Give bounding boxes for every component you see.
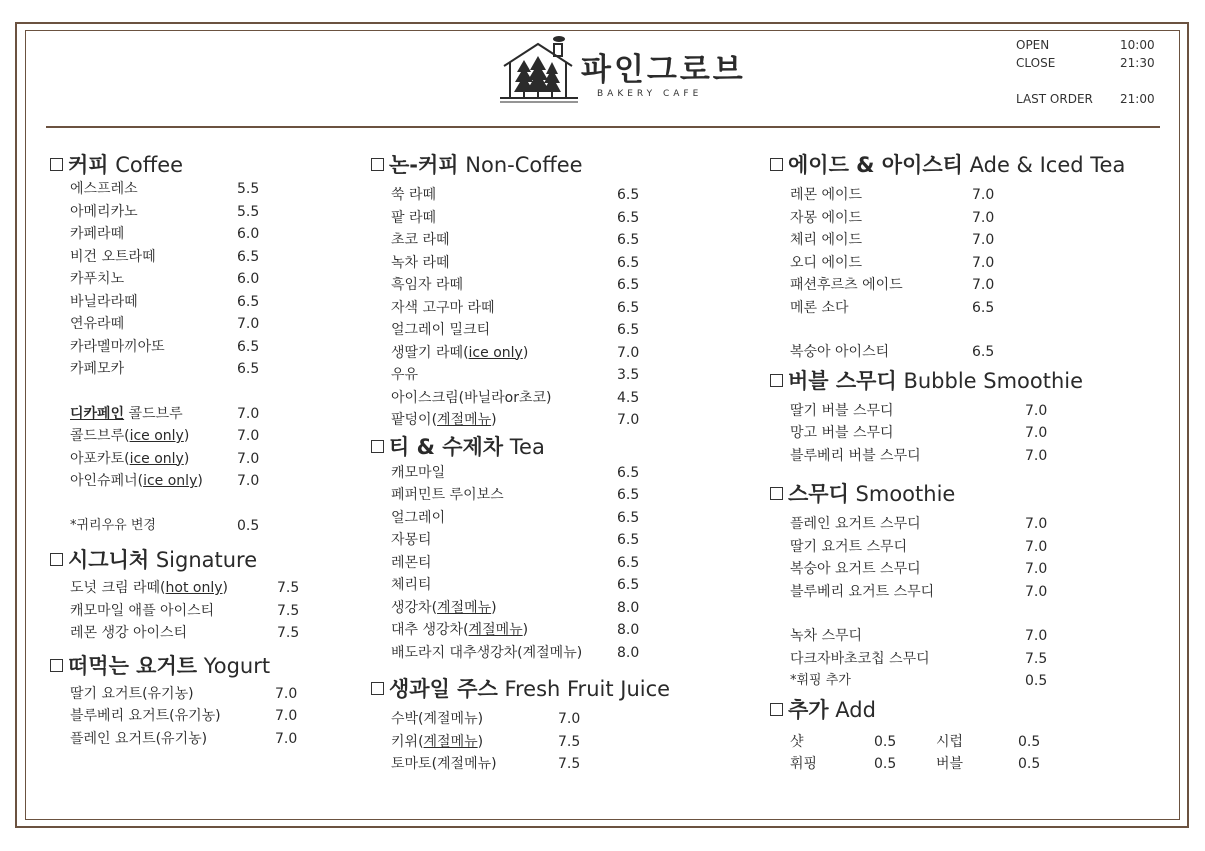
menu-item [391, 462, 731, 485]
item-price: 7.0 [275, 730, 298, 747]
yogurt-items [70, 683, 310, 751]
item-name: 카페모카 [70, 361, 125, 377]
menu-item [391, 529, 731, 552]
item-price: 6.5 [617, 554, 640, 571]
opening-hours [1016, 38, 1161, 110]
menu-item [70, 728, 310, 751]
menu-item: 도넛 크림 라떼(hot only) 7.5 [70, 577, 310, 600]
item-price: 7.5 [558, 733, 581, 750]
item-name: 메론 소다 [790, 299, 849, 316]
item-price: 7.0 [972, 277, 995, 293]
section-title-noncoffee [371, 150, 731, 180]
section-title-ko: 시그니처 [68, 548, 150, 572]
checkbox-square-icon [770, 374, 783, 387]
item-price: 7.0 [972, 209, 995, 226]
section-title-juice [371, 674, 731, 704]
menu-item [391, 507, 731, 530]
item-price: 7.0 [617, 412, 640, 428]
menu-item [790, 207, 1170, 230]
hours-value: 21:30 [1120, 56, 1155, 70]
section-title-en: Coffee [115, 153, 184, 177]
item-name: 녹차 라떼 [391, 254, 450, 271]
item-price: 7.0 [1025, 516, 1048, 532]
item-price: 6.0 [237, 226, 260, 242]
item-price: 6.5 [617, 299, 640, 316]
menu-item [391, 297, 731, 320]
add-row [790, 753, 1170, 776]
item-name: 얼그레이 밀크티 [391, 322, 491, 338]
item-price: 7.5 [277, 625, 300, 641]
hours-value: 10:00 [1120, 38, 1155, 52]
menu-item [70, 223, 310, 246]
item-name: 도넛 크림 라떼 [70, 580, 161, 596]
item-name: 키위 [391, 733, 419, 750]
item-name: 복숭아 아이스티 [790, 344, 890, 360]
item-price: 0.5 [874, 733, 897, 750]
item-price: 6.5 [237, 248, 260, 265]
item-price: 7.5 [277, 602, 300, 619]
item-price: 6.5 [617, 464, 640, 481]
item-price: 6.5 [237, 338, 260, 355]
item-name: 배도라지 대추생강차(계절메뉴) [391, 644, 583, 661]
section-title-ko: 스무디 [788, 482, 849, 506]
item-price: 7.0 [1025, 447, 1048, 464]
item-price: 6.5 [237, 293, 260, 310]
checkbox-square-icon [371, 682, 384, 695]
item-price: 5.5 [237, 181, 260, 197]
item-name: 오디 에이드 [790, 254, 863, 271]
section-title-add [770, 695, 1170, 725]
item-price: 7.0 [1025, 561, 1048, 577]
item-price: 7.0 [237, 316, 260, 332]
menu-item [391, 574, 731, 597]
item-name: 생딸기 라떼 [391, 344, 464, 361]
item-price: 0.5 [1025, 673, 1048, 689]
item-price: 6.5 [617, 254, 640, 271]
item-name: 시럽 [936, 733, 964, 750]
menu-item: 생딸기 라떼(ice only) 7.0 [391, 342, 731, 365]
menu-item: 아인슈페너(ice only) 7.0 [70, 470, 310, 493]
menu-item [391, 552, 731, 575]
item-note: ice only [129, 428, 184, 444]
item-name: 체리티 [391, 577, 432, 593]
item-name: 얼그레이 [391, 509, 446, 526]
section-title-ko: 커피 [68, 153, 109, 177]
item-note: ice only [143, 473, 198, 489]
menu-item: 대추 생강차(계절메뉴) 8.0 [391, 619, 731, 642]
menu-item [70, 403, 310, 426]
item-price: 7.0 [972, 232, 995, 248]
item-name: 아이스크림(바닐라or초코) [391, 389, 552, 406]
item-name: 블루베리 버블 스무디 [790, 447, 921, 464]
section-title-tea [371, 432, 731, 462]
item-price: 7.5 [1025, 650, 1048, 667]
item-price: 6.0 [237, 271, 260, 287]
section-title-ko: 떠먹는 요거트 [68, 653, 198, 678]
item-note: 계절메뉴 [423, 733, 478, 750]
menu-item [790, 252, 1170, 275]
item-name: 딸기 요거트(유기농) [70, 685, 194, 702]
item-name: 쑥 라떼 [391, 187, 437, 203]
brand-name: 파인그로브 [581, 52, 746, 88]
menu-item: 생강차(계절메뉴) 8.0 [391, 597, 731, 620]
item-name: 다크자바초코칩 스무디 [790, 650, 930, 667]
add-row [790, 731, 1170, 754]
section-title-en: Bubble Smoothie [903, 368, 1084, 393]
section-title-ko: 논-커피 [389, 153, 459, 177]
menu-item [790, 648, 1170, 671]
item-name: *귀리우유 변경 [70, 517, 156, 533]
menu-item [70, 705, 310, 728]
item-price: 4.5 [617, 389, 640, 406]
item-name: 블루베리 요거트(유기농) [70, 708, 221, 724]
menu-item [70, 268, 310, 291]
item-price: 7.0 [1025, 538, 1048, 555]
menu-item: 팥덩이(계절메뉴) 7.0 [391, 409, 731, 432]
menu-item [790, 341, 1170, 364]
menu-item [790, 625, 1170, 648]
item-name: 팥 라떼 [391, 209, 437, 226]
hours-label: CLOSE [1016, 56, 1056, 70]
menu-item [790, 445, 1170, 468]
menu-item [790, 536, 1170, 559]
menu-item [70, 246, 310, 269]
menu-item [391, 642, 731, 665]
item-price: 7.0 [1025, 628, 1048, 644]
section-title-ko: 에이드 & 아이스티 [788, 153, 963, 177]
item-price: 6.5 [617, 322, 640, 338]
item-price: 7.0 [237, 405, 260, 422]
add-items [790, 731, 1170, 776]
menu-column-3 [770, 150, 1170, 776]
item-name: 캐모마일 애플 아이스티 [70, 602, 215, 619]
item-price: 6.5 [237, 361, 260, 377]
menu-item [391, 229, 731, 252]
item-name: 페퍼민트 루이보스 [391, 487, 504, 503]
hours-row-open [1016, 38, 1161, 56]
item-name: 팥덩이 [391, 412, 432, 428]
menu-item [70, 313, 310, 336]
item-note: 계절메뉴 [437, 412, 492, 428]
item-note: 계절메뉴 [437, 599, 492, 616]
item-name: 카페라떼 [70, 226, 125, 242]
menu-item [391, 252, 731, 275]
item-name: 체리 에이드 [790, 232, 863, 248]
section-title-en: Signature [155, 548, 258, 572]
menu-item: 아포카토(ice only) 7.0 [70, 448, 310, 471]
menu-item [790, 297, 1170, 320]
item-name: 콜드브루 [124, 405, 183, 422]
item-price: 6.5 [617, 487, 640, 503]
section-title-en: Fresh Fruit Juice [504, 677, 671, 701]
hours-label: OPEN [1016, 38, 1050, 52]
hours-value: 21:00 [1120, 92, 1155, 106]
checkbox-square-icon [50, 158, 63, 171]
item-price: 3.5 [617, 367, 640, 383]
item-name: 초코 라떼 [391, 232, 450, 248]
item-price: 0.5 [1018, 756, 1041, 772]
menu-item [70, 178, 310, 201]
item-name: 에스프레소 [70, 181, 138, 197]
menu-item [391, 319, 731, 342]
section-title-ko: 추가 [788, 697, 829, 722]
item-name: 카푸치노 [70, 271, 125, 287]
item-name: 생강차 [391, 599, 432, 616]
menu-item [70, 358, 310, 381]
checkbox-square-icon [371, 440, 384, 453]
item-price: 6.5 [617, 277, 640, 293]
item-name: 망고 버블 스무디 [790, 425, 894, 441]
item-name: 자몽 에이드 [790, 209, 863, 226]
smoothie-items [790, 513, 1170, 693]
menu-item [391, 184, 731, 207]
item-price: 7.0 [237, 473, 260, 489]
menu-item-extra [790, 670, 1170, 693]
section-title-en: Tea [509, 434, 545, 459]
item-price: 7.0 [972, 187, 995, 203]
menu-item [70, 336, 310, 359]
menu-column-1 [50, 150, 310, 750]
menu-item [70, 291, 310, 314]
item-price: 7.5 [558, 756, 581, 772]
menu-item: 콜드브루(ice only) 7.0 [70, 425, 310, 448]
item-name: 아인슈페너 [70, 473, 138, 489]
menu-item [391, 364, 731, 387]
item-price: 6.5 [972, 344, 995, 360]
section-title-en: Add [835, 697, 876, 722]
menu-item [391, 387, 731, 410]
section-title-ko: 버블 스무디 [788, 368, 897, 393]
spacer [790, 319, 1170, 341]
item-price: 0.5 [874, 756, 897, 772]
item-name: 바닐라라떼 [70, 293, 138, 310]
menu-item [70, 683, 310, 706]
menu-item-extra [70, 515, 310, 538]
item-price: 7.0 [237, 450, 260, 467]
item-name: 복숭아 요거트 스무디 [790, 561, 921, 577]
item-price: 7.0 [275, 708, 298, 724]
item-note: ice only [468, 344, 523, 361]
hours-row-close [1016, 56, 1161, 74]
section-title-en: Yogurt [203, 653, 271, 678]
item-price: 7.0 [275, 685, 298, 702]
item-price: 6.5 [617, 232, 640, 248]
hours-row-last-order [1016, 92, 1161, 110]
item-price: 7.0 [1025, 425, 1048, 441]
menu-item [790, 581, 1170, 604]
item-name: 수박(계절메뉴) [391, 711, 484, 727]
item-name: 대추 생강차 [391, 622, 464, 638]
item-price: 7.0 [617, 344, 640, 361]
spacer [70, 493, 310, 515]
item-price: 6.5 [617, 532, 640, 548]
menu-item: 키위(계절메뉴) 7.5 [391, 731, 731, 754]
spacer [790, 603, 1170, 625]
item-name: 휘핑 [790, 756, 818, 772]
item-name: 딸기 요거트 스무디 [790, 538, 908, 555]
bubble-items [790, 400, 1170, 468]
item-price: 7.0 [1025, 402, 1048, 419]
item-name: 캐모마일 [391, 464, 446, 481]
item-name: 레몬티 [391, 554, 432, 571]
checkbox-square-icon [50, 659, 63, 672]
item-name: 아메리카노 [70, 203, 138, 220]
item-name: 버블 [936, 756, 964, 772]
menu-item [790, 513, 1170, 536]
checkbox-square-icon [371, 158, 384, 171]
menu-item [70, 622, 310, 645]
item-name: 연유라떼 [70, 316, 125, 332]
menu-item [70, 600, 310, 623]
item-price: 0.5 [1018, 733, 1041, 750]
item-price: 7.0 [237, 428, 260, 444]
item-name: 플레인 요거트 스무디 [790, 516, 921, 532]
item-name: 비건 오트라떼 [70, 248, 156, 265]
menu-item [391, 207, 731, 230]
decaf-label: 디카페인 [70, 405, 125, 422]
section-title-ko: 생과일 주스 [389, 677, 498, 701]
item-name: 패션후르츠 에이드 [790, 277, 903, 293]
checkbox-square-icon [770, 487, 783, 500]
ade-items [790, 184, 1170, 364]
brand-subtitle: BAKERY CAFE [597, 89, 703, 99]
section-title-ko: 티 & 수제차 [389, 434, 504, 459]
section-title-yogurt [50, 651, 310, 681]
item-note: hot only [165, 580, 223, 596]
menu-item [790, 400, 1170, 423]
menu-item [790, 558, 1170, 581]
item-price: 7.0 [972, 254, 995, 271]
coffee-items [70, 178, 310, 537]
checkbox-square-icon [770, 703, 783, 716]
section-title-smoothie [770, 479, 1170, 509]
tea-items [391, 462, 731, 665]
menu-item [790, 229, 1170, 252]
menu-item [790, 422, 1170, 445]
menu-item [391, 708, 731, 731]
item-name: 자몽티 [391, 532, 432, 548]
item-price: 7.0 [1025, 583, 1048, 600]
item-name: 녹차 스무디 [790, 628, 863, 644]
juice-items [391, 708, 731, 776]
menu-column-2 [371, 150, 731, 776]
menu-item [790, 274, 1170, 297]
item-name: 카라멜마끼아또 [70, 338, 165, 355]
item-name: 흑임자 라떼 [391, 277, 464, 293]
section-title-en: Ade & Iced Tea [969, 153, 1126, 177]
item-price: 5.5 [237, 203, 260, 220]
item-price: 8.0 [617, 622, 640, 638]
item-name: 콜드브루 [70, 428, 125, 444]
item-price: 6.5 [617, 209, 640, 226]
menu-item [790, 184, 1170, 207]
item-name: 샷 [790, 733, 804, 750]
menu-item [391, 753, 731, 776]
section-title-ade [770, 150, 1170, 180]
item-price: 8.0 [617, 599, 640, 616]
item-name: 아포카토 [70, 450, 125, 467]
house-tree-icon [500, 36, 580, 104]
section-title-signature [50, 545, 310, 575]
item-name: *휘핑 추가 [790, 673, 851, 688]
item-name: 블루베리 요거트 스무디 [790, 583, 935, 600]
menu-item [391, 484, 731, 507]
item-name: 자색 고구마 라떼 [391, 299, 495, 316]
item-price: 6.5 [617, 509, 640, 526]
item-name: 딸기 버블 스무디 [790, 402, 894, 419]
item-price: 6.5 [617, 577, 640, 593]
item-note: ice only [129, 450, 184, 467]
hours-label: LAST ORDER [1016, 92, 1093, 106]
checkbox-square-icon [50, 553, 63, 566]
item-note: 계절메뉴 [468, 622, 523, 638]
signature-items [70, 577, 310, 645]
header-divider [46, 126, 1160, 128]
item-price: 0.5 [237, 517, 260, 534]
item-name: 우유 [391, 367, 419, 383]
item-name: 토마토(계절메뉴) [391, 756, 497, 772]
menu-item [70, 201, 310, 224]
noncoffee-items [391, 184, 731, 432]
section-title-coffee [50, 150, 310, 180]
item-price: 6.5 [617, 187, 640, 203]
item-name: 레몬 생강 아이스티 [70, 625, 188, 641]
section-title-en: Non-Coffee [465, 153, 583, 177]
section-title-en: Smoothie [855, 482, 956, 506]
item-price: 8.0 [617, 644, 640, 661]
menu-item [391, 274, 731, 297]
item-name: 레몬 에이드 [790, 187, 863, 203]
item-price: 7.0 [558, 711, 581, 727]
item-name: 플레인 요거트(유기농) [70, 730, 208, 747]
item-price: 6.5 [972, 299, 995, 316]
item-price: 7.5 [277, 580, 300, 596]
checkbox-square-icon [770, 158, 783, 171]
spacer [70, 381, 310, 403]
section-title-bubble [770, 366, 1170, 396]
